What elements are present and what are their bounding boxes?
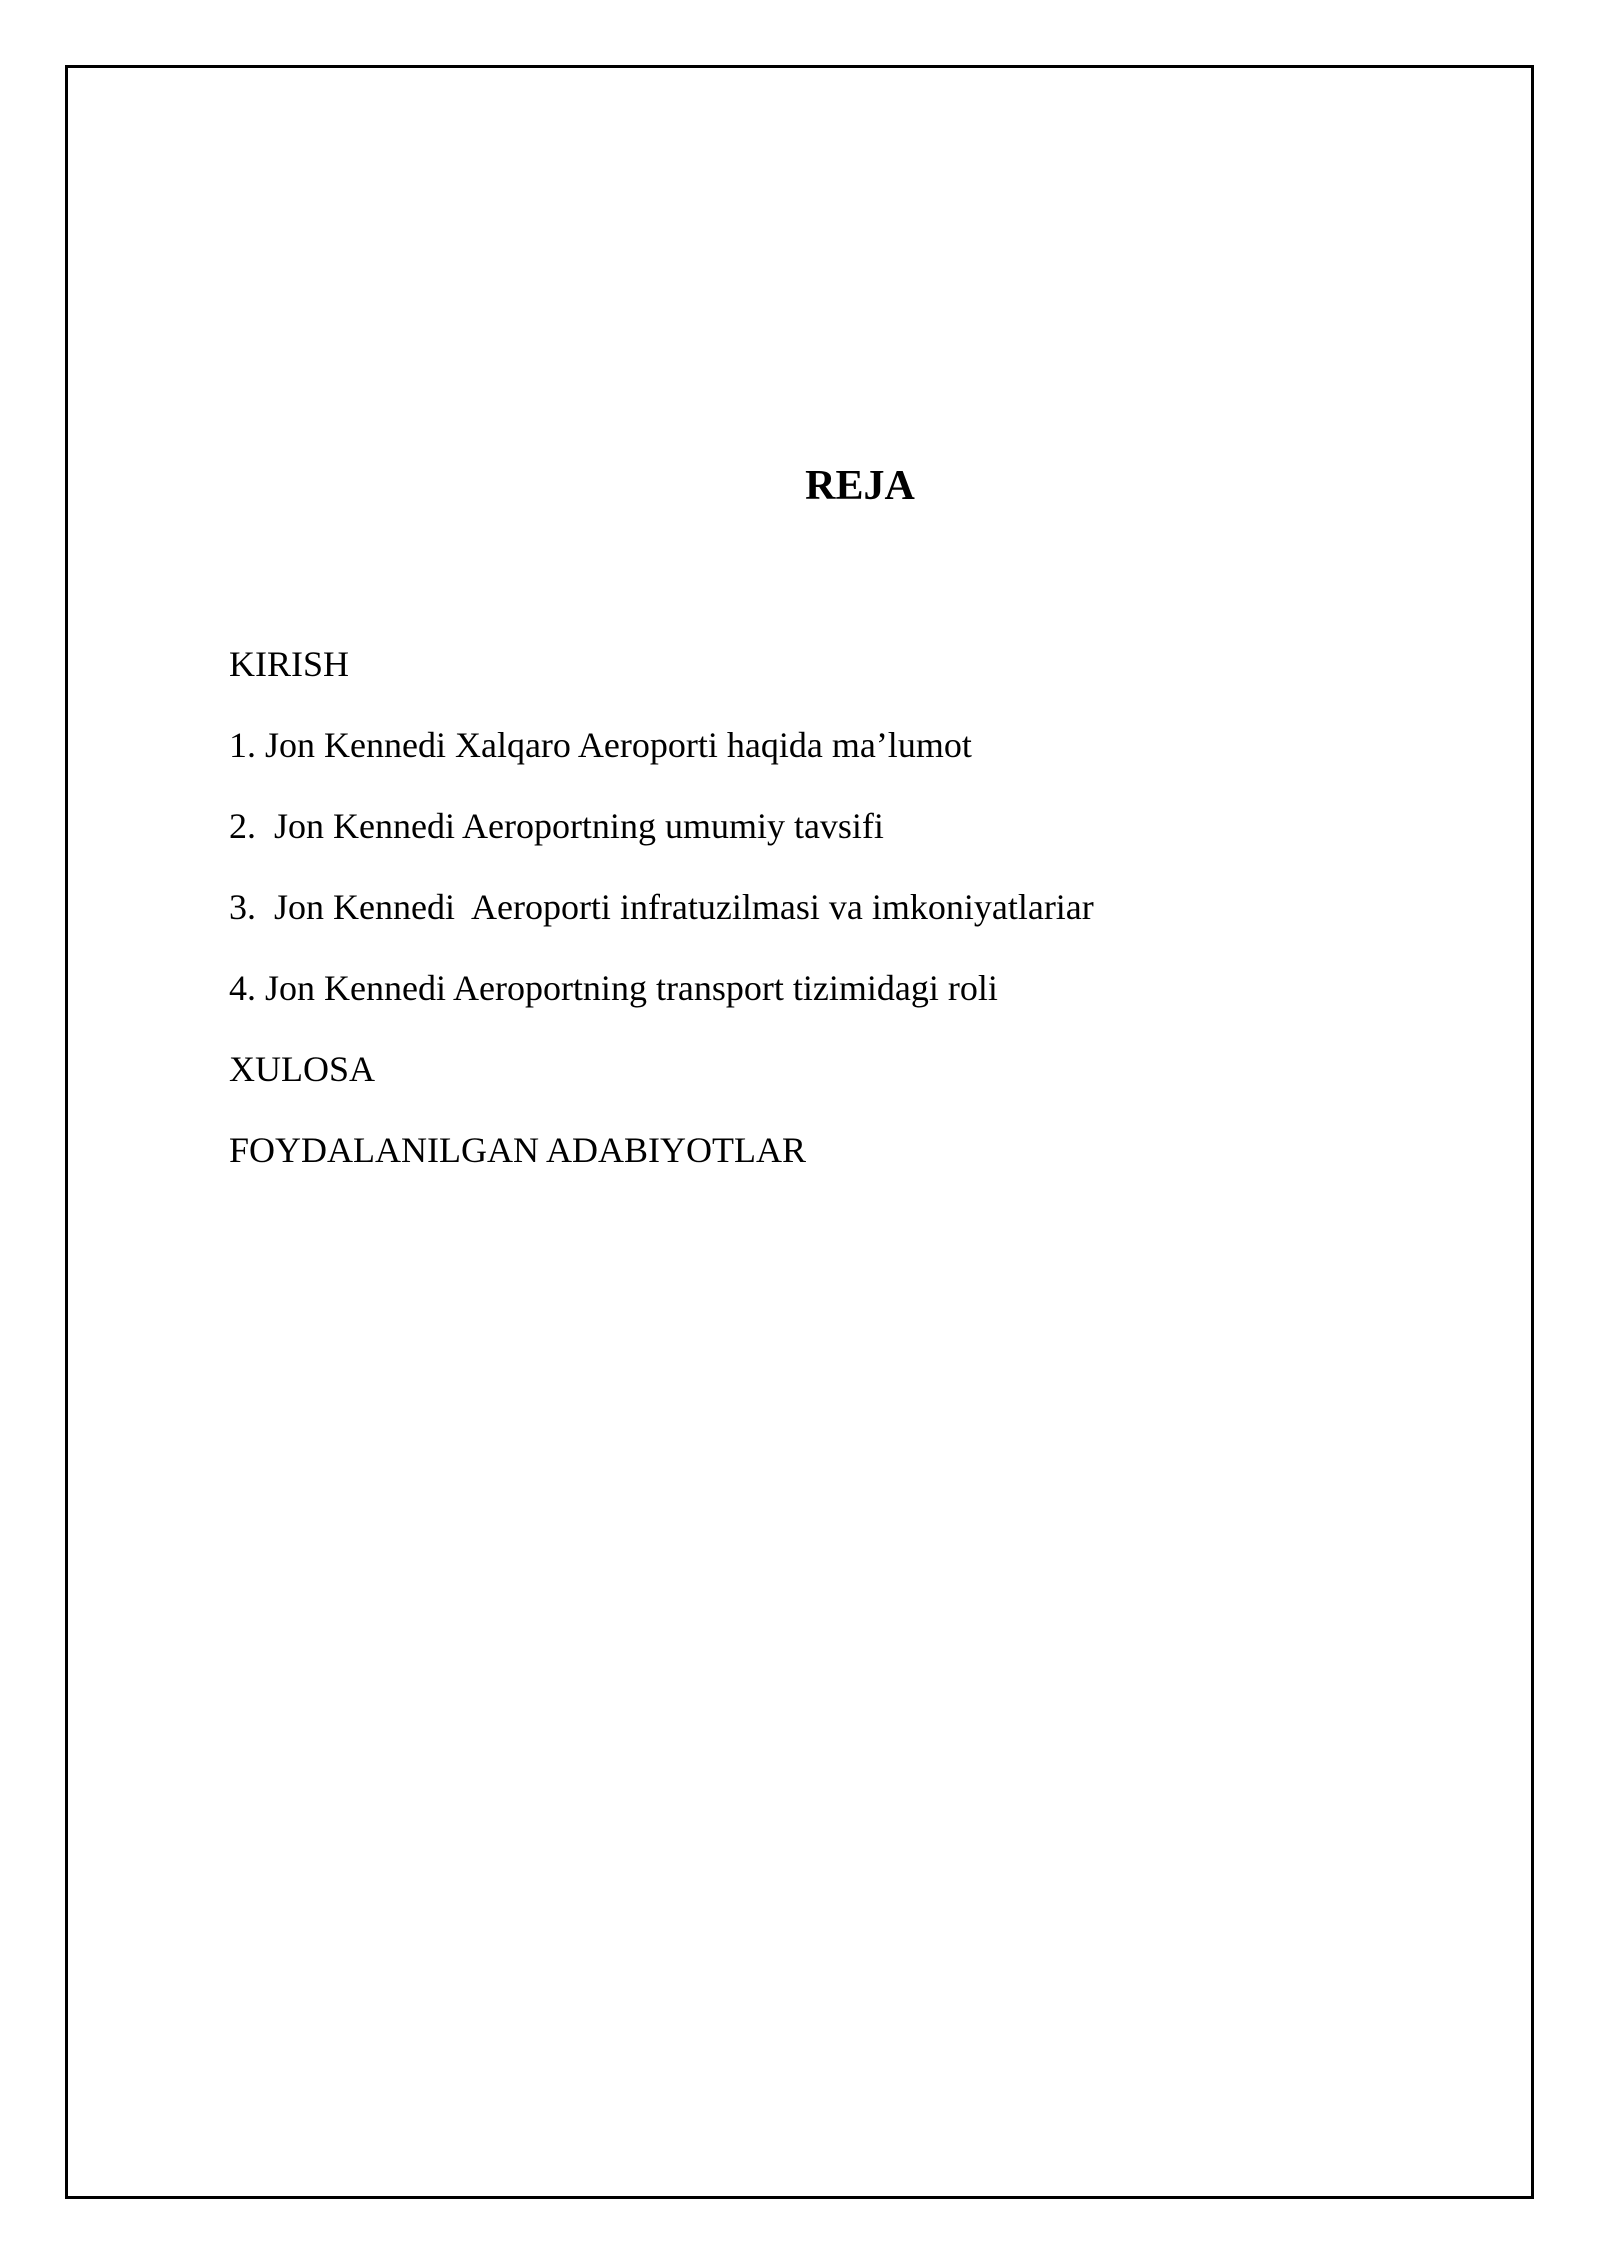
toc-item-2: 2. Jon Kennedi Aeroportning umumiy tavsifi — [229, 806, 884, 846]
toc-item-references: FOYDALANILGAN ADABIYOTLAR — [229, 1130, 806, 1170]
toc-item-4: 4. Jon Kennedi Aeroportning transport tizimidagi roli — [229, 968, 998, 1008]
table-of-contents — [229, 640, 1094, 1207]
toc-item-1: 1. Jon Kennedi Xalqaro Aeroporti haqida ma’lumot — [229, 725, 972, 765]
toc-item-3: 3. Jon Kennedi Aeroporti infratuzilmasi va imkoniyatlariar — [229, 887, 1094, 927]
toc-item-conclusion: XULOSA — [229, 1049, 376, 1089]
page-title: REJA — [805, 463, 915, 509]
toc-item-introduction: KIRISH — [229, 644, 350, 684]
